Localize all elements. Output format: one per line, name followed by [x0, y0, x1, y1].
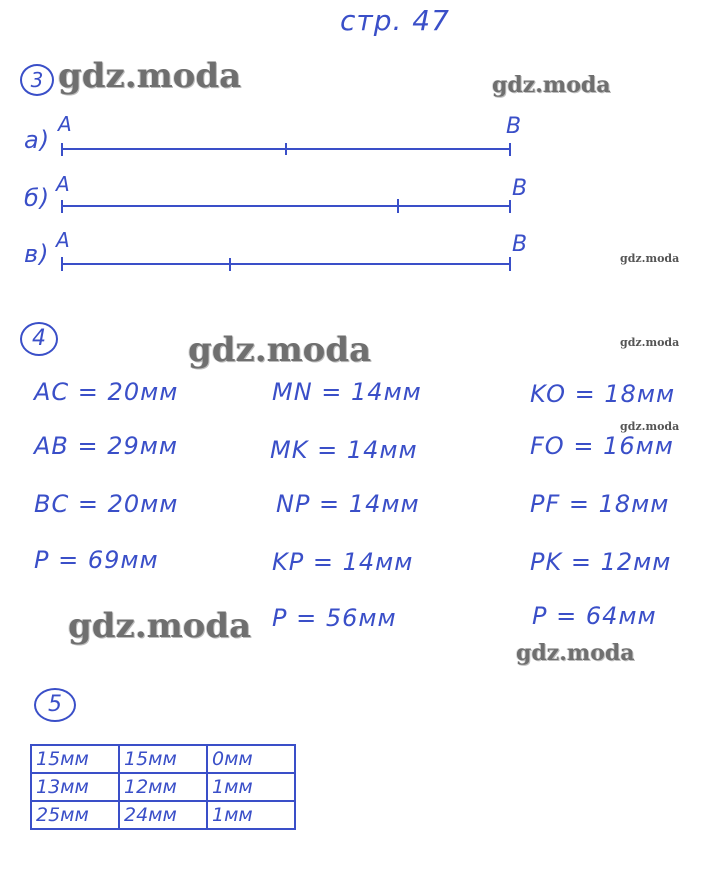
table-cell: 24мм	[119, 801, 207, 829]
task4-col3-row1: KO = 18мм	[530, 380, 676, 408]
task3-row-c-label: в)	[24, 240, 50, 268]
watermark: gdz.moda	[492, 72, 611, 98]
task3-row-b-label: б)	[24, 184, 51, 212]
watermark: gdz.moda	[620, 252, 680, 265]
task4-col3-row4: PK = 12мм	[530, 548, 672, 576]
task4-number: 4	[20, 322, 58, 356]
task4-col2-row1: MN = 14мм	[272, 378, 422, 406]
task3-row-b-start: A	[56, 172, 71, 196]
task5-number: 5	[34, 688, 76, 722]
task4-col1-row1: AC = 20мм	[34, 378, 179, 406]
table-cell: 25мм	[31, 801, 119, 829]
table-cell: 1мм	[207, 773, 295, 801]
task4-col2-row5: P = 56мм	[272, 604, 397, 632]
table-cell: 13мм	[31, 773, 119, 801]
task4-col2-row2: MK = 14мм	[270, 436, 418, 464]
task3-row-a-end: B	[506, 114, 523, 139]
watermark: gdz.moda	[516, 640, 635, 666]
table-cell: 0мм	[207, 745, 295, 773]
table-cell: 15мм	[119, 745, 207, 773]
table-row	[31, 745, 295, 773]
task3-row-a-label: а)	[24, 126, 51, 154]
watermark: gdz.moda	[620, 336, 680, 349]
task3-number: 3	[20, 64, 54, 96]
table-cell: 1мм	[207, 801, 295, 829]
table-row	[31, 773, 295, 801]
table-cell: 12мм	[119, 773, 207, 801]
task4-col3-row5: P = 64мм	[532, 602, 657, 630]
table-row	[31, 801, 295, 829]
page-label: стр. 47	[340, 4, 450, 37]
table-cell: 15мм	[31, 745, 119, 773]
task4-col1-row3: BC = 20мм	[34, 490, 179, 518]
watermark: gdz.moda	[68, 606, 252, 646]
task3-row-b-end: B	[512, 176, 529, 201]
task4-col1-row2: AB = 29мм	[34, 432, 178, 460]
watermark: gdz.moda	[58, 56, 242, 96]
task3-row-a-start: A	[58, 112, 73, 136]
watermark: gdz.moda	[188, 330, 372, 370]
task3-row-c-end: B	[512, 232, 529, 257]
task4-col1-row4: P = 69мм	[34, 546, 159, 574]
task5-table	[30, 744, 296, 830]
task4-col3-row2: FO = 16мм	[530, 432, 674, 460]
task3-row-c-start: A	[56, 228, 71, 252]
task4-col2-row4: KP = 14мм	[272, 548, 414, 576]
watermark: gdz.moda	[620, 420, 680, 433]
task4-col2-row3: NP = 14мм	[276, 490, 420, 518]
task4-col3-row3: PF = 18мм	[530, 490, 670, 518]
